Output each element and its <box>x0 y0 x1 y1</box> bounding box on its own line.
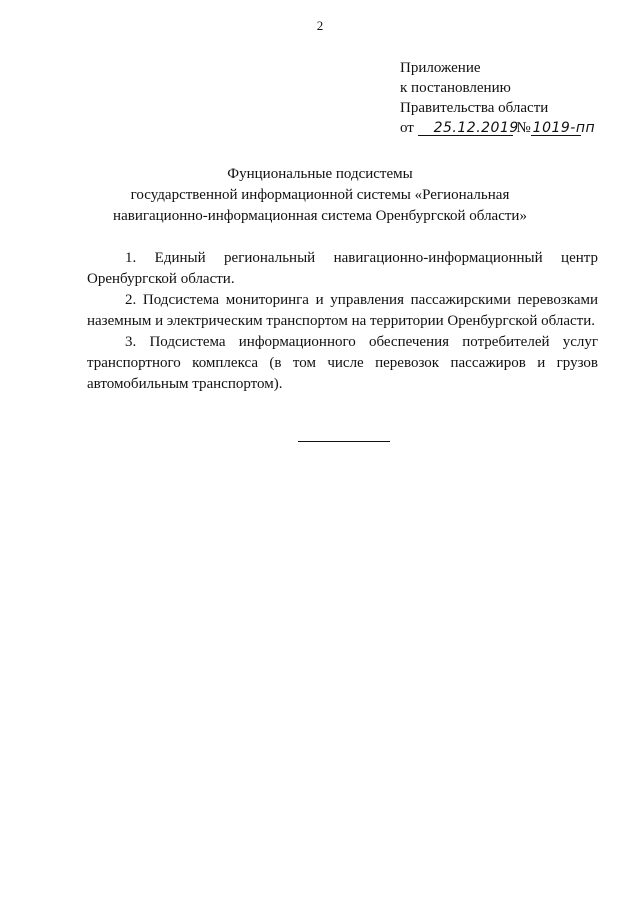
title-line-1: Фунциональные подсистемы <box>227 166 413 182</box>
end-divider <box>298 441 390 442</box>
list-item: 3. Подсистема информационного обеспечения потребителей услуг транспортного комплекса (в том числе перевозок пассажиров и грузов автомобильным транспортом). <box>87 334 598 392</box>
handwritten-date: 25.12.2019 <box>418 121 513 136</box>
date-prefix: от <box>400 120 414 136</box>
handwritten-number: 1019-пп <box>532 120 596 136</box>
appendix-line-3: Правительства области <box>400 100 549 116</box>
number-prefix: № <box>516 120 531 136</box>
title-line-2: государственной информационной системы «Региональная <box>130 187 510 203</box>
appendix-line-2: к постановлению <box>400 80 511 96</box>
document-title <box>40 164 600 227</box>
appendix-line-1: Приложение <box>400 60 481 76</box>
list-item: 2. Подсистема мониторинга и управления пассажирскими перевозками наземным и электрическим транспортом на территории Оренбургской области. <box>87 292 598 329</box>
list-item: 1. Единый региональный навигационно-информационный центр Оренбургской области. <box>87 250 598 287</box>
appendix-date-line <box>400 118 596 138</box>
title-line-3: навигационно-информационная система Оренбургской области» <box>113 208 527 224</box>
subsystems-list <box>87 248 598 395</box>
appendix-header <box>400 58 596 138</box>
page-number: 2 <box>316 18 324 33</box>
